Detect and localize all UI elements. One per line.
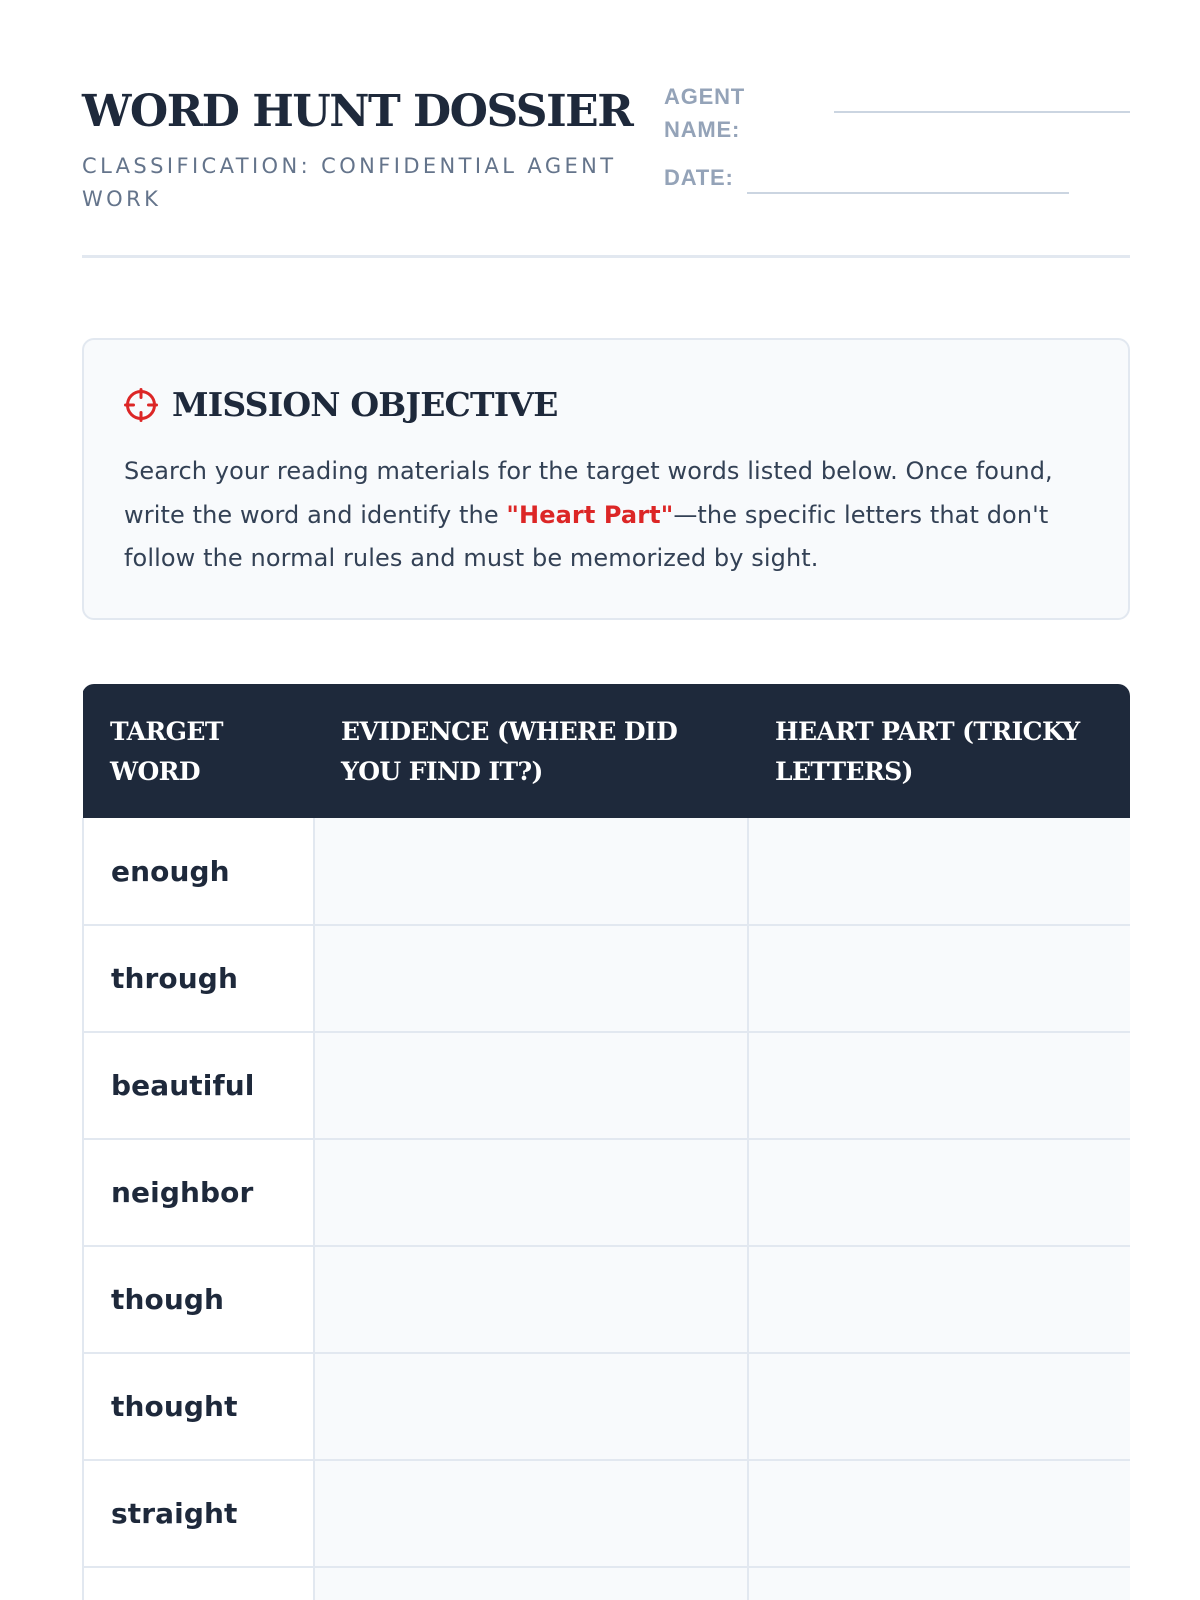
heart-part-cell[interactable]	[748, 1246, 1130, 1353]
word-hunt-table	[82, 684, 1130, 1600]
heart-part-cell[interactable]	[748, 925, 1130, 1032]
table-row	[83, 925, 1130, 1032]
mission-objective-card	[82, 338, 1130, 620]
classification-subtitle: CLASSIFICATION: CONFIDENTIAL AGENT WORK	[82, 154, 617, 211]
evidence-cell[interactable]	[314, 1567, 748, 1600]
mission-text-intro: Search your reading materials for the target words listed below. Once found, write the word and identify the	[124, 457, 1053, 529]
evidence-cell[interactable]	[314, 1139, 748, 1246]
target-word-cell: beautiful	[83, 1032, 314, 1139]
table-row	[83, 1032, 1130, 1139]
agent-name-label: AGENT NAME:	[664, 84, 745, 142]
target-word-cell: enough	[83, 818, 314, 925]
crosshair-icon	[124, 388, 158, 422]
column-header-evidence: EVIDENCE (WHERE DID YOU FIND IT?)	[314, 684, 748, 818]
date-field[interactable]	[747, 192, 1069, 194]
target-word-cell: straight	[83, 1460, 314, 1567]
table-row	[83, 1567, 1130, 1600]
target-word-cell: thought	[83, 1353, 314, 1460]
target-word-cell: neighbor	[83, 1139, 314, 1246]
heart-part-cell[interactable]	[748, 1460, 1130, 1567]
date-label: DATE:	[664, 165, 734, 190]
heart-part-cell[interactable]	[748, 1353, 1130, 1460]
column-header-target-word: TARGET WORD	[83, 684, 314, 818]
mission-title: MISSION OBJECTIVE	[172, 385, 558, 424]
heart-part-cell[interactable]	[748, 1032, 1130, 1139]
heart-part-highlight: "Heart Part"	[506, 500, 674, 529]
table-row	[83, 1139, 1130, 1246]
target-word-cell: though	[83, 1246, 314, 1353]
table-row	[83, 1246, 1130, 1353]
evidence-cell[interactable]	[314, 1353, 748, 1460]
table-row	[83, 1460, 1130, 1567]
evidence-cell[interactable]	[314, 1246, 748, 1353]
heart-part-cell[interactable]	[748, 1567, 1130, 1600]
agent-name-field[interactable]	[834, 111, 1130, 113]
table-row	[83, 1353, 1130, 1460]
word-hunt-table-container	[82, 684, 1130, 1600]
evidence-cell[interactable]	[314, 925, 748, 1032]
mission-text-outro: —the specific letters that don't follow the normal rules and must be memorized by sight.	[124, 500, 1049, 572]
table-row	[83, 818, 1130, 925]
heart-part-cell[interactable]	[748, 1139, 1130, 1246]
target-word-cell: through	[83, 925, 314, 1032]
page-title: WORD HUNT DOSSIER	[82, 86, 633, 137]
target-word-cell	[83, 1567, 314, 1600]
evidence-cell[interactable]	[314, 1460, 748, 1567]
mission-description	[124, 450, 1084, 581]
heart-part-cell[interactable]	[748, 818, 1130, 925]
evidence-cell[interactable]	[314, 818, 748, 925]
table-header-row	[83, 684, 1130, 818]
column-header-heart-part: HEART PART (TRICKY LETTERS)	[748, 684, 1130, 818]
evidence-cell[interactable]	[314, 1032, 748, 1139]
dossier-header	[82, 80, 1130, 258]
